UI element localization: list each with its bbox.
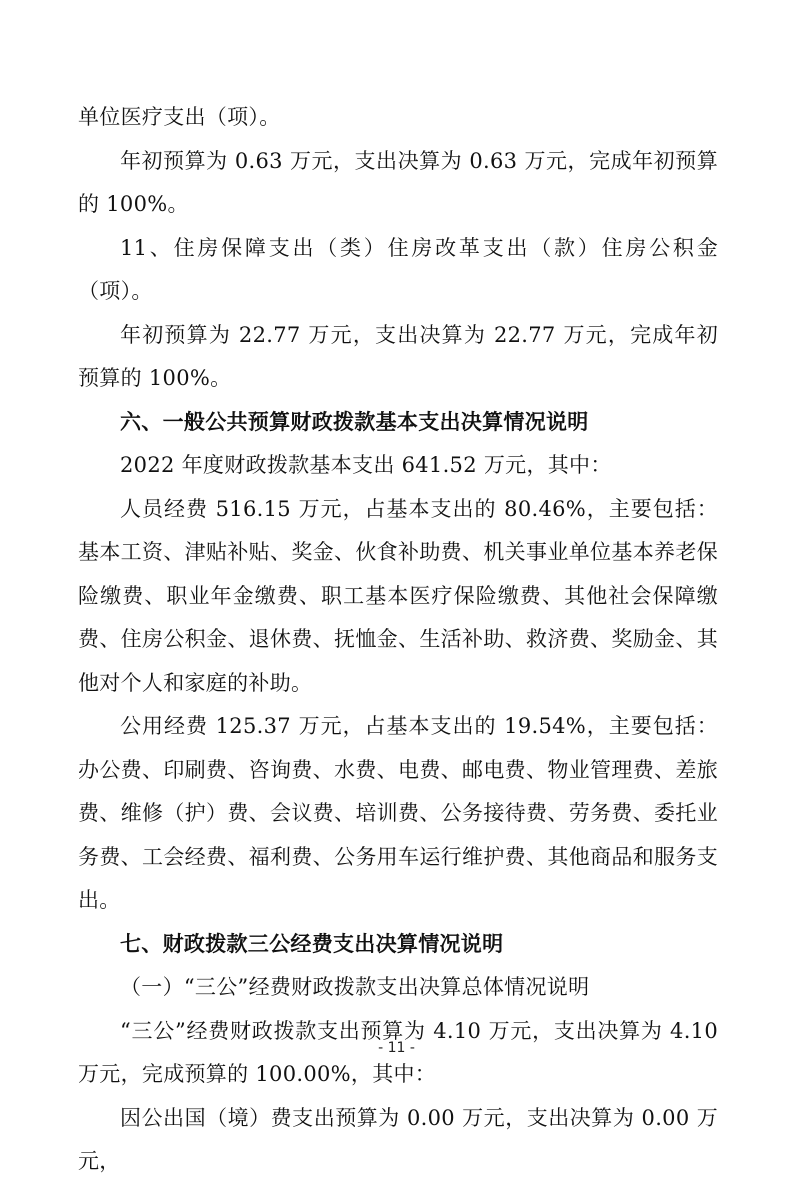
paragraph-3: 11、住房保障支出（类）住房改革支出（款）住房公积金（项）。	[78, 235, 718, 303]
paragraph-7: 人员经费 516.15 万元，占基本支出的 80.46%，主要包括：基本工资、津贴补贴、奖金、伙食补助费、机关事业单位基本养老保险缴费、职业年金缴费、职工基本医疗保险缴费、其他社会保障缴费、住房公积金、退休费、抚恤金、生活补助、救济费、奖励金、其他对个人和家庭的补助。	[78, 496, 718, 695]
subsection-heading-1: （一）“三公”经费财政拨款支出决算总体情况说明	[120, 975, 590, 999]
paragraph-11: “三公”经费财政拨款支出预算为 4.10 万元，支出决算为 4.10 万元，完成预算的 100.00%，其中：	[78, 1018, 718, 1086]
section-heading-6: 六、一般公共预算财政拨款基本支出决算情况说明	[120, 409, 589, 434]
paragraph-1: 单位医疗支出（项）。	[78, 105, 281, 129]
paragraph-4: 年初预算为 22.77 万元，支出决算为 22.77 万元，完成年初预算的 100%。	[78, 322, 718, 390]
paragraph-6: 2022 年度财政拨款基本支出 641.52 万元，其中：	[120, 453, 612, 477]
paragraph-2: 年初预算为 0.63 万元，支出决算为 0.63 万元，完成年初预算的 100%。	[78, 148, 718, 216]
paragraph-8: 公用经费 125.37 万元，占基本支出的 19.54%，主要包括：办公费、印刷费、咨询费、水费、电费、邮电费、物业管理费、差旅费、维修（护）费、会议费、培训费、公务接待费、劳务费、委托业务费、工会经费、福利费、公务用车运行维护费、其他商品和服务支出。	[78, 714, 718, 912]
document-body	[78, 96, 718, 1184]
paragraph-12: 因公出国（境）费支出预算为 0.00 万元，支出决算为 0.00 万元，	[78, 1105, 718, 1173]
page-number: - 11 -	[378, 1040, 415, 1056]
section-heading-7: 七、财政拨款三公经费支出决算情况说明	[120, 931, 504, 956]
